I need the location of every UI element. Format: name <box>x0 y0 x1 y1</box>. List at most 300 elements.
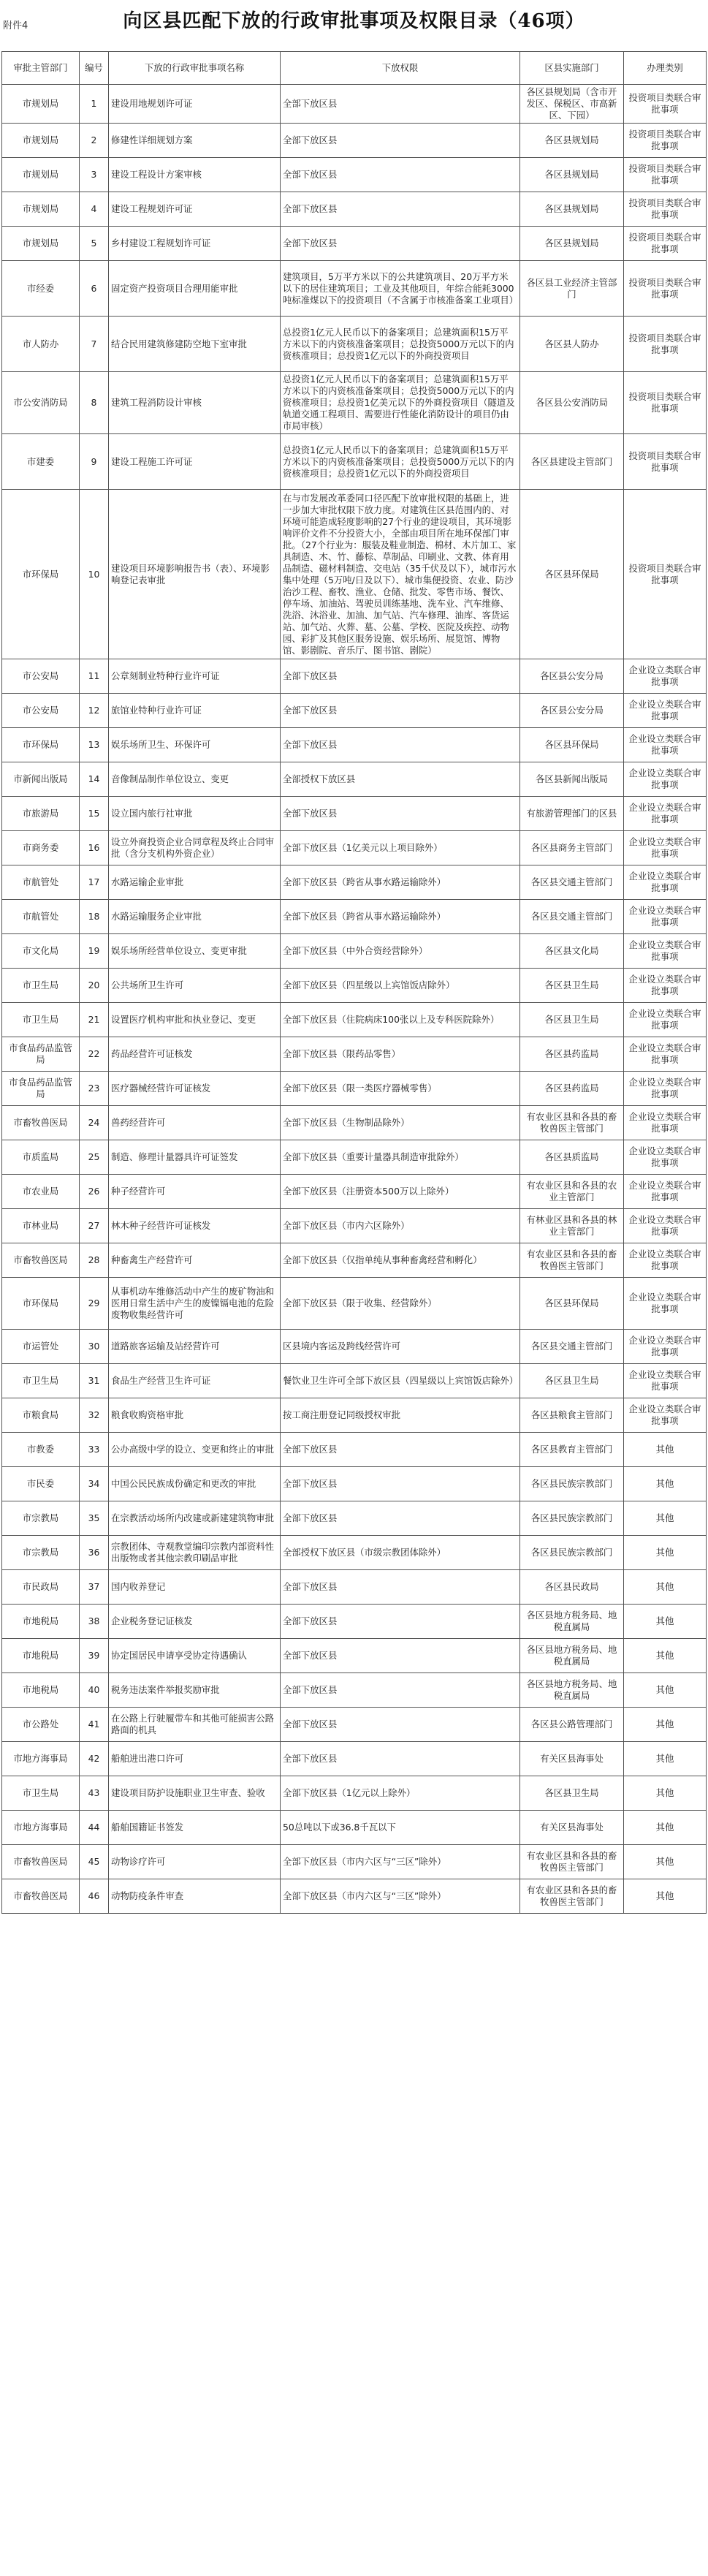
cell-local-dept: 有关区县海事处 <box>520 1811 624 1845</box>
table-row <box>2 969 707 1003</box>
cell-dept: 市环保局 <box>2 1278 80 1330</box>
cell-authority: 餐饮业卫生许可全部下放区县（四星级以上宾馆饭店除外） <box>281 1364 520 1398</box>
cell-no: 34 <box>80 1467 109 1501</box>
cell-item-name: 建设工程设计方案审核 <box>109 158 281 192</box>
cell-no: 11 <box>80 659 109 694</box>
table-row <box>2 1433 707 1467</box>
table-row <box>2 900 707 934</box>
table-row <box>2 85 707 124</box>
table-header-row <box>2 52 707 85</box>
cell-authority: 全部授权下放区县（市级宗教团体除外） <box>281 1536 520 1570</box>
cell-local-dept: 各区县规划局（含市开发区、保税区、市高新区、下园） <box>520 85 624 124</box>
cell-dept: 市新闻出版局 <box>2 762 80 797</box>
cell-category: 投资项目类联合审批事项 <box>624 372 707 434</box>
cell-dept: 市规划局 <box>2 158 80 192</box>
cell-local-dept: 各区县环保局 <box>520 1278 624 1330</box>
table-row <box>2 434 707 490</box>
cell-no: 26 <box>80 1175 109 1209</box>
cell-category: 企业设立类联合审批事项 <box>624 1140 707 1175</box>
cell-dept: 市林业局 <box>2 1209 80 1243</box>
cell-authority: 50总吨以下或36.8千瓦以下 <box>281 1811 520 1845</box>
cell-item-name: 建设工程施工许可证 <box>109 434 281 490</box>
cell-no: 2 <box>80 124 109 158</box>
cell-authority: 建筑项目，5万平方米以下的公共建筑项目、20万平方米以下的居住建筑项目；工业及其他项目，年综合能耗3000吨标准煤以下的投资项目（不含属于市核准备案工业项目） <box>281 261 520 317</box>
cell-authority: 全部下放区县 <box>281 1501 520 1536</box>
cell-item-name: 公办高级中学的设立、变更和终止的审批 <box>109 1433 281 1467</box>
cell-dept: 市畜牧兽医局 <box>2 1879 80 1914</box>
cell-dept: 市地税局 <box>2 1673 80 1708</box>
header-no: 编号 <box>80 52 109 85</box>
cell-category: 投资项目类联合审批事项 <box>624 261 707 317</box>
cell-category: 企业设立类联合审批事项 <box>624 969 707 1003</box>
table-row <box>2 797 707 831</box>
cell-dept: 市卫生局 <box>2 1776 80 1811</box>
cell-dept: 市经委 <box>2 261 80 317</box>
table-row <box>2 865 707 900</box>
cell-category: 其他 <box>624 1501 707 1536</box>
cell-item-name: 船舶进出港口许可 <box>109 1742 281 1776</box>
cell-no: 6 <box>80 261 109 317</box>
cell-dept: 市民委 <box>2 1467 80 1501</box>
table-row <box>2 317 707 372</box>
cell-dept: 市质监局 <box>2 1140 80 1175</box>
cell-authority: 总投资1亿元人民币以下的备案项目；总建筑面积15万平方米以下的内资核准备案项目；总投资5000万元以下的内资核准项目；总投资1亿美元以下的外商投资项目（隧道及轨道交通工程项目、需要进行性能化消防设计的项目仍由市局审核） <box>281 372 520 434</box>
cell-authority: 全部下放区县 <box>281 694 520 728</box>
cell-category: 企业设立类联合审批事项 <box>624 728 707 762</box>
cell-local-dept: 有旅游管理部门的区县 <box>520 797 624 831</box>
table-body <box>2 85 707 1914</box>
table-row <box>2 1879 707 1914</box>
cell-item-name: 种畜禽生产经营许可 <box>109 1243 281 1278</box>
cell-authority: 全部下放区县 <box>281 1639 520 1673</box>
cell-no: 19 <box>80 934 109 969</box>
cell-dept: 市航管处 <box>2 900 80 934</box>
cell-local-dept: 各区县公路管理部门 <box>520 1708 624 1742</box>
cell-dept: 市地方海事局 <box>2 1742 80 1776</box>
cell-dept: 市食品药品监管局 <box>2 1037 80 1072</box>
cell-item-name: 企业税务登记证核发 <box>109 1605 281 1639</box>
cell-no: 13 <box>80 728 109 762</box>
cell-no: 27 <box>80 1209 109 1243</box>
table-row <box>2 694 707 728</box>
cell-category: 投资项目类联合审批事项 <box>624 124 707 158</box>
table-row <box>2 934 707 969</box>
cell-authority: 全部下放区县（住院病床100张以上及专科医院除外） <box>281 1003 520 1037</box>
cell-item-name: 建设工程规划许可证 <box>109 192 281 227</box>
cell-category: 投资项目类联合审批事项 <box>624 317 707 372</box>
cell-no: 4 <box>80 192 109 227</box>
cell-authority: 全部下放区县（四星级以上宾馆饭店除外） <box>281 969 520 1003</box>
cell-category: 投资项目类联合审批事项 <box>624 227 707 261</box>
cell-local-dept: 各区县教育主管部门 <box>520 1433 624 1467</box>
cell-local-dept: 各区县卫生局 <box>520 1776 624 1811</box>
cell-category: 企业设立类联合审批事项 <box>624 865 707 900</box>
cell-category: 企业设立类联合审批事项 <box>624 1330 707 1364</box>
document-title: 向区县匹配下放的行政审批事项及权限目录（46项） <box>123 10 585 32</box>
cell-no: 30 <box>80 1330 109 1364</box>
cell-no: 35 <box>80 1501 109 1536</box>
cell-dept: 市运管处 <box>2 1330 80 1364</box>
table-row <box>2 490 707 659</box>
cell-dept: 市民政局 <box>2 1570 80 1605</box>
cell-item-name: 娱乐场所卫生、环保许可 <box>109 728 281 762</box>
cell-authority: 总投资1亿元人民币以下的备案项目；总建筑面积15万平方米以下的内资核准备案项目；总投资5000万元以下的内资核准项目；总投资1亿元以下的外商投资项目 <box>281 317 520 372</box>
cell-item-name: 船舶国籍证书签发 <box>109 1811 281 1845</box>
table-row <box>2 1243 707 1278</box>
cell-local-dept: 各区县粮食主管部门 <box>520 1398 624 1433</box>
cell-authority: 全部下放区县（市内六区与“三区”除外） <box>281 1879 520 1914</box>
cell-item-name: 药品经营许可证核发 <box>109 1037 281 1072</box>
cell-no: 16 <box>80 831 109 865</box>
cell-item-name: 水路运输企业审批 <box>109 865 281 900</box>
cell-category: 投资项目类联合审批事项 <box>624 434 707 490</box>
cell-item-name: 旅馆业特种行业许可证 <box>109 694 281 728</box>
cell-authority: 在与市发展改革委同口径匹配下放审批权限的基础上，进一步加大审批权限下放力度。对建筑住区县范围内的、对环境可能造成轻度影响的27个行业的建设项目，其环境影响评价文件不分投资大小，全部由项目所在地环保部门审批。（27个行业为：服装及鞋业制造、棉材、木片加工、家具制造、木、竹、藤棕、草制品、印刷业、文教、体育用品制造、磁材料制造、交电站（35千伏及以下），城市污水集中处理（5万吨/日及以下）、城市集便投资、农业、防沙治沙工程、畜牧、渔业、仓储、批发、零售市场、餐饮、停车场、加油站、驾驶员训练基地、洗车业、汽车维修、洗浴、沐浴业、加油、加气站、汽车修理、油库、客货运站、加气站、火葬、墓、公墓、学校、医院及疾控、动物园、彩扩及其他区服务设施、娱乐场所、展览馆、博物馆、影剧院、音乐厅、图书馆、剧院） <box>281 490 520 659</box>
cell-dept: 市环保局 <box>2 728 80 762</box>
table-row <box>2 1106 707 1140</box>
cell-local-dept: 各区县质监局 <box>520 1140 624 1175</box>
cell-dept: 市文化局 <box>2 934 80 969</box>
header-authority: 下放权限 <box>281 52 520 85</box>
cell-category: 企业设立类联合审批事项 <box>624 831 707 865</box>
cell-no: 5 <box>80 227 109 261</box>
cell-item-name: 粮食收购资格审批 <box>109 1398 281 1433</box>
cell-local-dept: 有农业区县和各县的畜牧兽医主管部门 <box>520 1879 624 1914</box>
cell-category: 投资项目类联合审批事项 <box>624 85 707 124</box>
cell-category: 企业设立类联合审批事项 <box>624 1175 707 1209</box>
cell-authority: 全部下放区县（生物制品除外） <box>281 1106 520 1140</box>
cell-local-dept: 各区县工业经济主管部门 <box>520 261 624 317</box>
cell-dept: 市地税局 <box>2 1605 80 1639</box>
cell-no: 25 <box>80 1140 109 1175</box>
cell-dept: 市公安局 <box>2 659 80 694</box>
table-row <box>2 192 707 227</box>
cell-category: 企业设立类联合审批事项 <box>624 1278 707 1330</box>
cell-item-name: 动物防疫条件审查 <box>109 1879 281 1914</box>
cell-no: 43 <box>80 1776 109 1811</box>
cell-dept: 市公路处 <box>2 1708 80 1742</box>
cell-local-dept: 各区县民族宗教部门 <box>520 1501 624 1536</box>
table-row <box>2 261 707 317</box>
cell-dept: 市商务委 <box>2 831 80 865</box>
table-row <box>2 1536 707 1570</box>
cell-authority: 全部下放区县（限一类医疗器械零售） <box>281 1072 520 1106</box>
cell-authority: 总投资1亿元人民币以下的备案项目；总建筑面积15万平方米以下的内资核准备案项目；总投资5000万元以下的内资核准项目；总投资1亿元以下的外商投资项目 <box>281 434 520 490</box>
cell-item-name: 设立外商投资企业合同章程及终止合同审批（含分支机构外资企业） <box>109 831 281 865</box>
cell-authority: 全部下放区县（跨省从事水路运输除外） <box>281 865 520 900</box>
table-row <box>2 1364 707 1398</box>
cell-category: 企业设立类联合审批事项 <box>624 934 707 969</box>
cell-no: 14 <box>80 762 109 797</box>
cell-authority: 全部下放区县 <box>281 728 520 762</box>
cell-authority: 全部下放区县（重要计量器具制造审批除外） <box>281 1140 520 1175</box>
cell-authority: 区县境内客运及跨线经营许可 <box>281 1330 520 1364</box>
cell-local-dept: 有农业区县和各县的畜牧兽医主管部门 <box>520 1106 624 1140</box>
cell-authority: 全部下放区县 <box>281 1605 520 1639</box>
cell-local-dept: 各区县商务主管部门 <box>520 831 624 865</box>
cell-item-name: 食品生产经营卫生许可证 <box>109 1364 281 1398</box>
cell-item-name: 在公路上行驶履带车和其他可能损害公路路面的机具 <box>109 1708 281 1742</box>
cell-authority: 全部下放区县（限于收集、经营除外） <box>281 1278 520 1330</box>
cell-local-dept: 有农业区县和各县的畜牧兽医主管部门 <box>520 1845 624 1879</box>
cell-category: 企业设立类联合审批事项 <box>624 1364 707 1398</box>
cell-item-name: 公共场所卫生许可 <box>109 969 281 1003</box>
cell-authority: 全部下放区县 <box>281 1433 520 1467</box>
cell-dept: 市卫生局 <box>2 1364 80 1398</box>
cell-authority: 全部下放区县（注册资本500万以上除外） <box>281 1175 520 1209</box>
cell-dept: 市公安局 <box>2 694 80 728</box>
cell-authority: 全部下放区县 <box>281 158 520 192</box>
cell-category: 企业设立类联合审批事项 <box>624 694 707 728</box>
cell-item-name: 国内收养登记 <box>109 1570 281 1605</box>
cell-no: 41 <box>80 1708 109 1742</box>
cell-local-dept: 各区县民族宗教部门 <box>520 1536 624 1570</box>
cell-authority: 全部下放区县（仅指单纯从事种畜禽经营和孵化） <box>281 1243 520 1278</box>
cell-item-name: 建筑工程消防设计审核 <box>109 372 281 434</box>
annex-label: 附件4 <box>3 20 28 31</box>
cell-dept: 市畜牧兽医局 <box>2 1845 80 1879</box>
table-row <box>2 227 707 261</box>
header-local-dept: 区县实施部门 <box>520 52 624 85</box>
cell-category: 其他 <box>624 1742 707 1776</box>
table-row <box>2 1639 707 1673</box>
cell-dept: 市教委 <box>2 1433 80 1467</box>
cell-authority: 全部下放区县 <box>281 1467 520 1501</box>
cell-dept: 市建委 <box>2 434 80 490</box>
header-category: 办理类别 <box>624 52 707 85</box>
cell-category: 其他 <box>624 1536 707 1570</box>
cell-dept: 市宗教局 <box>2 1501 80 1536</box>
table-row <box>2 1776 707 1811</box>
cell-no: 37 <box>80 1570 109 1605</box>
header-dept: 审批主管部门 <box>2 52 80 85</box>
cell-no: 17 <box>80 865 109 900</box>
cell-local-dept: 各区县地方税务局、地税直属局 <box>520 1605 624 1639</box>
cell-no: 7 <box>80 317 109 372</box>
cell-dept: 市粮食局 <box>2 1398 80 1433</box>
table-row <box>2 124 707 158</box>
table-row <box>2 1708 707 1742</box>
cell-local-dept: 各区县公安分局 <box>520 694 624 728</box>
cell-category: 企业设立类联合审批事项 <box>624 762 707 797</box>
cell-no: 3 <box>80 158 109 192</box>
table-row <box>2 1037 707 1072</box>
cell-authority: 全部下放区县 <box>281 85 520 124</box>
cell-category: 其他 <box>624 1845 707 1879</box>
cell-category: 企业设立类联合审批事项 <box>624 1037 707 1072</box>
cell-local-dept: 各区县规划局 <box>520 158 624 192</box>
cell-item-name: 种子经营许可 <box>109 1175 281 1209</box>
cell-local-dept: 各区县卫生局 <box>520 969 624 1003</box>
cell-no: 24 <box>80 1106 109 1140</box>
cell-authority: 全部下放区县 <box>281 227 520 261</box>
cell-local-dept: 有农业区县和各县的畜牧兽医主管部门 <box>520 1243 624 1278</box>
table-row <box>2 1003 707 1037</box>
cell-item-name: 兽药经营许可 <box>109 1106 281 1140</box>
cell-no: 9 <box>80 434 109 490</box>
cell-category: 其他 <box>624 1879 707 1914</box>
cell-no: 45 <box>80 1845 109 1879</box>
cell-dept: 市规划局 <box>2 124 80 158</box>
cell-category: 其他 <box>624 1776 707 1811</box>
table-row <box>2 1845 707 1879</box>
table-row <box>2 1501 707 1536</box>
cell-dept: 市卫生局 <box>2 969 80 1003</box>
cell-local-dept: 各区县公安消防局 <box>520 372 624 434</box>
cell-dept: 市规划局 <box>2 227 80 261</box>
cell-local-dept: 各区县交通主管部门 <box>520 900 624 934</box>
cell-authority: 全部下放区县（市内六区与“三区”除外） <box>281 1845 520 1879</box>
cell-item-name: 音像制品制作单位设立、变更 <box>109 762 281 797</box>
cell-dept: 市航管处 <box>2 865 80 900</box>
cell-item-name: 公章刻制业特种行业许可证 <box>109 659 281 694</box>
table-row <box>2 372 707 434</box>
cell-local-dept: 各区县卫生局 <box>520 1003 624 1037</box>
cell-item-name: 建设用地规划许可证 <box>109 85 281 124</box>
cell-item-name: 林木种子经营许可证核发 <box>109 1209 281 1243</box>
table-row <box>2 1673 707 1708</box>
approval-items-table <box>1 51 706 1914</box>
header-item-name: 下放的行政审批事项名称 <box>109 52 281 85</box>
cell-local-dept: 各区县民政局 <box>520 1570 624 1605</box>
table-row <box>2 1140 707 1175</box>
cell-category: 其他 <box>624 1467 707 1501</box>
cell-authority: 按工商注册登记同级授权审批 <box>281 1398 520 1433</box>
cell-item-name: 从事机动车维修活动中产生的废矿物油和医用日常生活中产生的废镍镉电池的危险废物收集经营许可 <box>109 1278 281 1330</box>
table-row <box>2 1278 707 1330</box>
cell-category: 企业设立类联合审批事项 <box>624 1398 707 1433</box>
cell-authority: 全部下放区县 <box>281 1570 520 1605</box>
cell-no: 12 <box>80 694 109 728</box>
table-row <box>2 1209 707 1243</box>
table-row <box>2 1467 707 1501</box>
cell-category: 投资项目类联合审批事项 <box>624 158 707 192</box>
cell-local-dept: 各区县民族宗教部门 <box>520 1467 624 1501</box>
table-row <box>2 1175 707 1209</box>
table-row <box>2 1570 707 1605</box>
cell-local-dept: 各区县交通主管部门 <box>520 1330 624 1364</box>
cell-authority: 全部下放区县（限药品零售） <box>281 1037 520 1072</box>
cell-no: 32 <box>80 1398 109 1433</box>
cell-local-dept: 各区县建设主管部门 <box>520 434 624 490</box>
cell-dept: 市地方海事局 <box>2 1811 80 1845</box>
cell-no: 22 <box>80 1037 109 1072</box>
cell-no: 36 <box>80 1536 109 1570</box>
cell-local-dept: 各区县公安分局 <box>520 659 624 694</box>
cell-dept: 市环保局 <box>2 490 80 659</box>
cell-authority: 全部下放区县 <box>281 192 520 227</box>
cell-item-name: 建设项目防护设施职业卫生审查、验收 <box>109 1776 281 1811</box>
cell-dept: 市地税局 <box>2 1639 80 1673</box>
cell-local-dept: 各区县文化局 <box>520 934 624 969</box>
cell-authority: 全部下放区县（市内六区除外） <box>281 1209 520 1243</box>
table-row <box>2 659 707 694</box>
cell-no: 8 <box>80 372 109 434</box>
cell-category: 其他 <box>624 1708 707 1742</box>
cell-item-name: 协定国居民申请享受协定待遇确认 <box>109 1639 281 1673</box>
cell-local-dept: 有关区县海事处 <box>520 1742 624 1776</box>
cell-dept: 市规划局 <box>2 85 80 124</box>
cell-category: 其他 <box>624 1673 707 1708</box>
table-row <box>2 1072 707 1106</box>
cell-item-name: 水路运输服务企业审批 <box>109 900 281 934</box>
cell-no: 40 <box>80 1673 109 1708</box>
cell-local-dept: 有林业区县和各县的林业主管部门 <box>520 1209 624 1243</box>
cell-category: 其他 <box>624 1639 707 1673</box>
cell-local-dept: 各区县卫生局 <box>520 1364 624 1398</box>
cell-item-name: 乡村建设工程规划许可证 <box>109 227 281 261</box>
cell-no: 29 <box>80 1278 109 1330</box>
cell-item-name: 中国公民民族成份确定和更改的审批 <box>109 1467 281 1501</box>
cell-local-dept: 各区县交通主管部门 <box>520 865 624 900</box>
cell-item-name: 在宗教活动场所内改建或新建建筑物审批 <box>109 1501 281 1536</box>
cell-no: 44 <box>80 1811 109 1845</box>
cell-item-name: 修建性详细规划方案 <box>109 124 281 158</box>
cell-dept: 市农业局 <box>2 1175 80 1209</box>
table-row <box>2 1605 707 1639</box>
cell-local-dept: 各区县新闻出版局 <box>520 762 624 797</box>
cell-item-name: 税务违法案件举报奖励审批 <box>109 1673 281 1708</box>
cell-dept: 市食品药品监管局 <box>2 1072 80 1106</box>
table-row <box>2 728 707 762</box>
cell-local-dept: 各区县环保局 <box>520 490 624 659</box>
cell-category: 企业设立类联合审批事项 <box>624 1106 707 1140</box>
cell-authority: 全部下放区县 <box>281 1708 520 1742</box>
table-row <box>2 158 707 192</box>
cell-category: 其他 <box>624 1570 707 1605</box>
cell-local-dept: 各区县人防办 <box>520 317 624 372</box>
cell-authority: 全部下放区县（1亿美元以上项目除外） <box>281 831 520 865</box>
table-row <box>2 1330 707 1364</box>
cell-authority: 全部下放区县（中外合资经营除外） <box>281 934 520 969</box>
cell-authority: 全部下放区县 <box>281 124 520 158</box>
cell-category: 企业设立类联合审批事项 <box>624 1072 707 1106</box>
cell-authority: 全部下放区县 <box>281 797 520 831</box>
cell-no: 31 <box>80 1364 109 1398</box>
cell-category: 其他 <box>624 1433 707 1467</box>
cell-authority: 全部下放区县 <box>281 1742 520 1776</box>
cell-no: 38 <box>80 1605 109 1639</box>
cell-no: 46 <box>80 1879 109 1914</box>
table-row <box>2 1398 707 1433</box>
cell-dept: 市宗教局 <box>2 1536 80 1570</box>
cell-authority: 全部下放区县（跨省从事水路运输除外） <box>281 900 520 934</box>
table-row <box>2 762 707 797</box>
cell-item-name: 制造、修理计量器具许可证签发 <box>109 1140 281 1175</box>
table-row <box>2 1742 707 1776</box>
cell-no: 21 <box>80 1003 109 1037</box>
cell-no: 28 <box>80 1243 109 1278</box>
table-row <box>2 831 707 865</box>
cell-dept: 市人防办 <box>2 317 80 372</box>
cell-item-name: 建设项目环境影响报告书（表）、环境影响登记表审批 <box>109 490 281 659</box>
cell-item-name: 宗教团体、寺观教堂编印宗教内部资料性出版物或者其他宗教印刷品审批 <box>109 1536 281 1570</box>
cell-no: 33 <box>80 1433 109 1467</box>
cell-category: 投资项目类联合审批事项 <box>624 490 707 659</box>
cell-category: 其他 <box>624 1605 707 1639</box>
cell-no: 42 <box>80 1742 109 1776</box>
cell-authority: 全部授权下放区县 <box>281 762 520 797</box>
cell-item-name: 医疗器械经营许可证核发 <box>109 1072 281 1106</box>
cell-authority: 全部下放区县 <box>281 659 520 694</box>
cell-authority: 全部下放区县 <box>281 1673 520 1708</box>
cell-no: 18 <box>80 900 109 934</box>
table-row <box>2 1811 707 1845</box>
cell-authority: 全部下放区县（1亿元以上除外） <box>281 1776 520 1811</box>
cell-local-dept: 各区县规划局 <box>520 192 624 227</box>
cell-item-name: 设立国内旅行社审批 <box>109 797 281 831</box>
cell-no: 20 <box>80 969 109 1003</box>
